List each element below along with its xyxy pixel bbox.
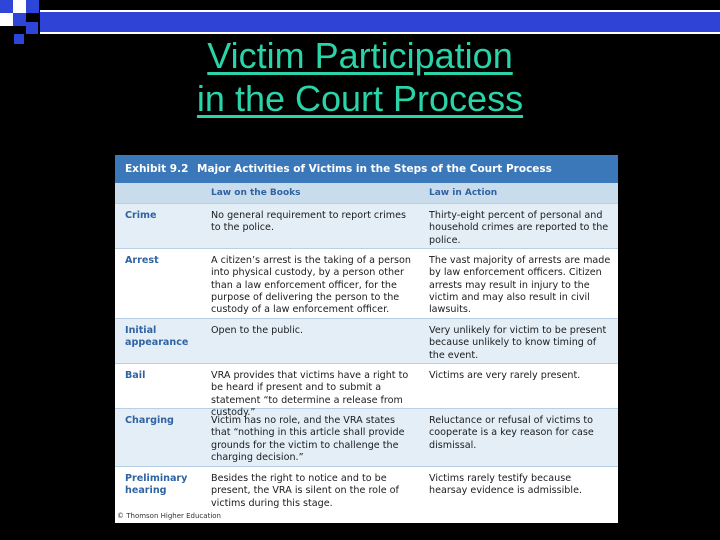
- table-row: [115, 248, 618, 318]
- row-law-in-action: Very unlikely for victim to be present because unlikely to know timing of the event.: [429, 325, 607, 361]
- exhibit-table: [115, 155, 618, 523]
- slide-title: [0, 34, 720, 120]
- row-law-in-action: Reluctance or refusal of victims to cooperate is a key reason for case dismissal.: [429, 415, 594, 451]
- exhibit-header: [115, 155, 618, 183]
- copyright-footer: © Thomson Higher Education: [117, 512, 221, 520]
- corner-decoration: [26, 22, 38, 34]
- table-row: [115, 408, 618, 466]
- row-law-in-action: Victims are very rarely present.: [429, 370, 581, 381]
- row-law-in-action: Thirty-eight percent of personal and household crimes are reported to the police.: [429, 210, 609, 246]
- row-law-in-action: Victims rarely testify because hearsay evidence is admissible.: [429, 473, 583, 497]
- row-law-on-books: VRA provides that victims have a right to be heard if present and to submit a statement “to determine a release from custody.”: [211, 370, 409, 418]
- corner-decoration: [13, 13, 26, 26]
- row-step: Bail: [125, 370, 146, 381]
- corner-decoration: [26, 0, 39, 13]
- corner-decoration: [13, 0, 26, 13]
- row-law-on-books: No general requirement to report crimes to the police.: [211, 210, 407, 234]
- exhibit-title: Major Activities of Victims in the Steps of the Court Process: [197, 163, 552, 175]
- row-law-in-action: The vast majority of arrests are made by law enforcement officers. Citizen arrests may result in injury to the victim and may also result in civil lawsuits.: [429, 255, 611, 316]
- corner-decoration: [0, 0, 13, 13]
- title-line-1: Victim Participation: [207, 35, 513, 76]
- title-line-2: in the Court Process: [196, 78, 524, 119]
- row-law-on-books: Open to the public.: [211, 325, 304, 336]
- row-law-on-books: Victim has no role, and the VRA states that “nothing in this article shall provide grounds for the victim to challenge the charging decision.”: [211, 415, 405, 463]
- row-step: Crime: [125, 210, 157, 221]
- header-bar: [40, 12, 720, 32]
- column-header-row: [115, 183, 618, 203]
- row-step: Charging: [125, 415, 174, 426]
- table-row: [115, 203, 618, 248]
- corner-decoration: [0, 13, 13, 26]
- table-row: [115, 363, 618, 418]
- row-law-on-books: Besides the right to notice and to be present, the VRA is silent on the role of victims during this stage.: [211, 473, 399, 509]
- row-step: Arrest: [125, 255, 159, 266]
- exhibit-number: Exhibit 9.2: [125, 163, 189, 175]
- table-row: [115, 318, 618, 363]
- column-header-books: Law on the Books: [211, 188, 301, 198]
- row-law-on-books: A citizen’s arrest is the taking of a person into physical custody, by a person other than a law enforcement officer, for the purpose of delivering the person to the custody of a law enforcement officer.: [211, 255, 411, 316]
- row-step: Preliminary hearing: [125, 473, 188, 497]
- row-step: Initial appearance: [125, 325, 189, 349]
- column-header-action: Law in Action: [429, 188, 498, 198]
